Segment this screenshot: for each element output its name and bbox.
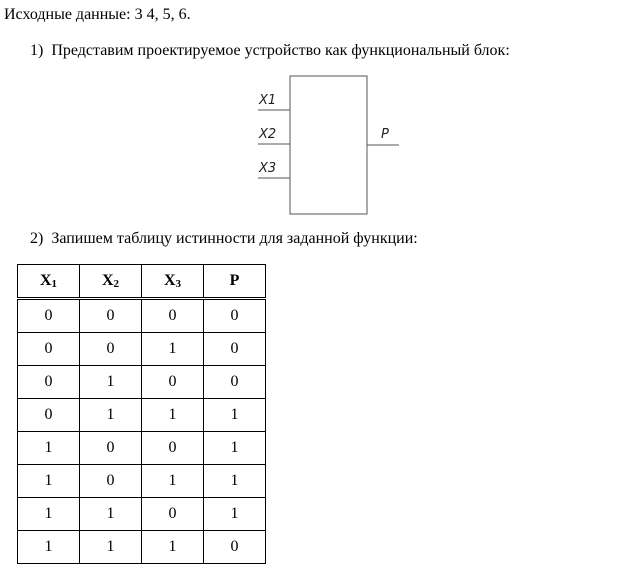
cell: 1	[142, 531, 204, 564]
functional-block	[290, 76, 367, 214]
cell: 0	[142, 498, 204, 531]
cell: 1	[18, 465, 80, 498]
table-row	[18, 333, 266, 366]
cell: 1	[204, 399, 266, 432]
cell: 1	[18, 531, 80, 564]
cell: 0	[18, 366, 80, 399]
step-2-number: 2)	[30, 230, 44, 247]
source-data-line: Исходные данные: 3 4, 5, 6.	[4, 6, 191, 23]
table-row	[18, 366, 266, 399]
header-x1: X1	[18, 265, 80, 299]
cell: 1	[18, 498, 80, 531]
table-row	[18, 465, 266, 498]
output-label-p: P	[381, 127, 389, 142]
cell: 0	[204, 366, 266, 399]
cell: 1	[204, 432, 266, 465]
step-1-number: 1)	[30, 42, 44, 59]
table-row	[18, 432, 266, 465]
cell: 1	[142, 465, 204, 498]
truth-table	[17, 264, 266, 564]
cell: 0	[80, 333, 142, 366]
cell: 1	[18, 432, 80, 465]
cell: 0	[80, 299, 142, 333]
truth-table-header-row	[18, 265, 266, 299]
input-label-x3: X3	[259, 161, 277, 176]
cell: 1	[142, 333, 204, 366]
cell: 0	[80, 465, 142, 498]
step-1-text: Представим проектируемое устройство как функциональный блок:	[51, 42, 510, 59]
table-row	[18, 531, 266, 564]
cell: 1	[80, 498, 142, 531]
cell: 0	[204, 299, 266, 333]
step-2	[30, 230, 418, 248]
cell: 1	[80, 366, 142, 399]
cell: 0	[142, 299, 204, 333]
cell: 0	[204, 333, 266, 366]
table-row	[18, 399, 266, 432]
cell: 0	[142, 366, 204, 399]
cell: 0	[18, 399, 80, 432]
cell: 0	[18, 333, 80, 366]
cell: 0	[80, 432, 142, 465]
input-label-x2: X2	[259, 127, 277, 142]
cell: 1	[142, 399, 204, 432]
cell: 0	[142, 432, 204, 465]
table-row	[18, 498, 266, 531]
cell: 1	[80, 399, 142, 432]
step-2-text: Запишем таблицу истинности для заданной функции:	[51, 230, 418, 247]
cell: 0	[18, 299, 80, 333]
cell: 0	[204, 531, 266, 564]
header-p: P	[204, 265, 266, 299]
table-row	[18, 299, 266, 333]
cell: 1	[80, 531, 142, 564]
input-label-x1: X1	[259, 93, 277, 108]
header-x2: X2	[80, 265, 142, 299]
cell: 1	[204, 465, 266, 498]
header-x3: X3	[142, 265, 204, 299]
functional-block-diagram	[0, 0, 619, 240]
cell: 1	[204, 498, 266, 531]
